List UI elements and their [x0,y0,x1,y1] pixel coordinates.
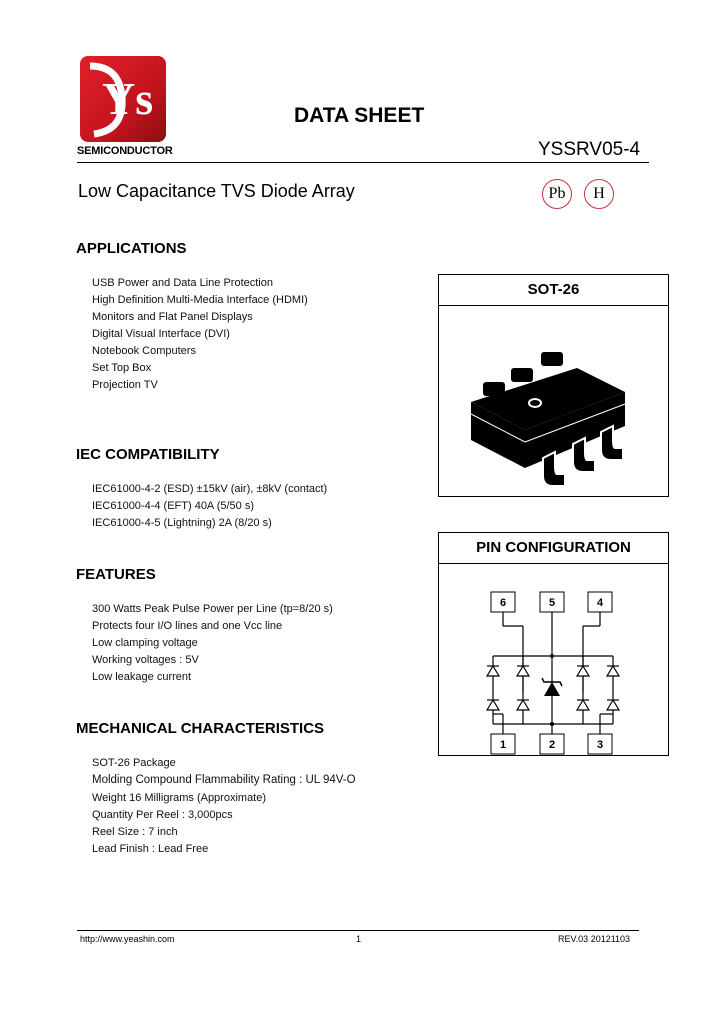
list-item: Notebook Computers [92,345,196,357]
pin-config-schematic [439,564,668,755]
page-number: 1 [356,934,362,944]
package-box [438,274,669,497]
tvs-diode-symbol [544,682,560,696]
footer-url[interactable]: http://www.yeashin.com [80,934,175,944]
package-lead [541,352,563,366]
list-item: IEC61000-4-2 (ESD) ±15kV (air), ±8kV (contact) [92,483,328,495]
list-item: Projection TV [92,379,158,391]
package-box-title: SOT-26 [439,275,668,306]
pin-label: 4 [596,597,604,609]
iec-heading: IEC COMPATIBILITY [76,446,220,463]
package-lead [511,368,533,382]
diode-symbol [607,666,619,676]
pin-config-title: PIN CONFIGURATION [439,533,668,564]
package-lead [601,426,623,460]
list-item: IEC61000-4-4 (EFT) 40A (5/50 s) [92,500,255,512]
diode-symbol [517,666,529,676]
diode-symbol [577,700,589,710]
list-item: USB Power and Data Line Protection [92,277,273,289]
list-item: Low clamping voltage [92,637,198,649]
list-item: Digital Visual Interface (DVI) [92,328,230,340]
pin-label: 5 [548,597,556,609]
list-item: Molding Compound Flammability Rating : UL 94V-O [92,774,356,786]
applications-heading: APPLICATIONS [76,240,187,257]
document-subtitle: Low Capacitance TVS Diode Array [78,181,355,201]
company-logo [80,56,166,142]
pin-label: 6 [499,597,507,609]
list-item: 300 Watts Peak Pulse Power per Line (tp=8/20 s) [92,603,333,615]
revision-label: REV.03 20121103 [558,934,631,944]
list-item: Reel Size : 7 inch [92,826,178,838]
list-item: Quantity Per Reel : 3,000pcs [92,809,233,821]
list-item: Low leakage current [92,671,192,683]
list-item: High Definition Multi-Media Interface (HDMI) [92,294,308,306]
list-item: SOT-26 Package [92,757,176,769]
list-item: IEC61000-4-5 (Lightning) 2A (8/20 s) [92,517,272,529]
list-item: Monitors and Flat Panel Displays [92,311,253,323]
diode-symbol [607,700,619,710]
company-name: SEMICONDUCTOR [77,145,173,157]
diode-symbol [517,700,529,710]
features-heading: FEATURES [76,566,156,583]
diode-symbol [487,666,499,676]
header-divider [77,162,649,163]
package-lead [543,452,565,486]
diode-symbol [487,700,499,710]
pin-label: 2 [548,739,556,751]
mechanical-heading: MECHANICAL CHARACTERISTICS [76,720,325,737]
list-item: Lead Finish : Lead Free [92,843,209,855]
list-item: Working voltages : 5V [92,654,199,666]
footer-divider [77,930,639,931]
pin-label: 3 [596,739,604,751]
part-number: YSSRV05-4 [538,139,641,160]
diode-symbol [577,666,589,676]
pin-config-box [438,532,669,756]
pin-label: 1 [499,739,507,751]
document-title: DATA SHEET [294,104,425,127]
lead-free-mark: Pb [542,179,572,209]
sot26-package-illustration [439,306,668,496]
logo-letters: Ys [102,73,154,124]
list-item: Protects four I/O lines and one Vcc line [92,620,283,632]
package-lead [573,438,595,472]
logo-mark [80,56,166,142]
list-item: Set Top Box [92,362,152,374]
halogen-free-mark: H [584,179,614,209]
list-item: Weight 16 Milligrams (Approximate) [92,792,267,804]
